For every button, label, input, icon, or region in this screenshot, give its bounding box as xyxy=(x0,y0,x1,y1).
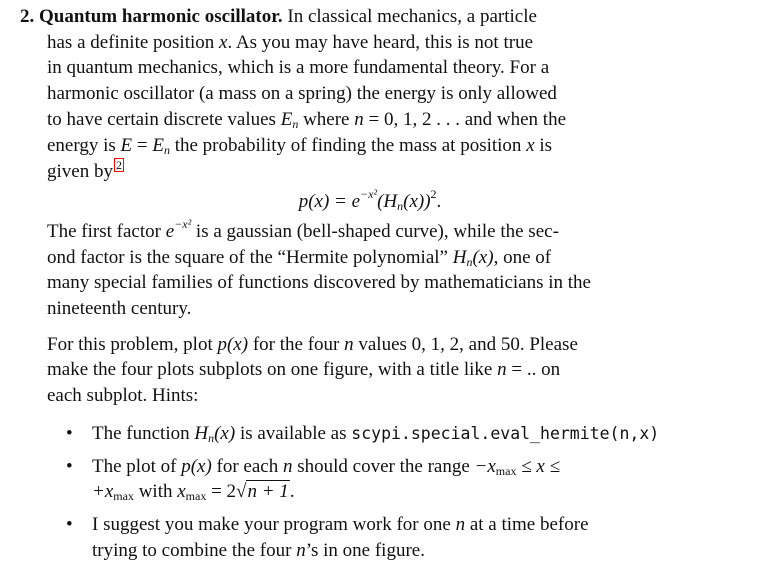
bullet-icon: • xyxy=(66,513,73,535)
probability-equation: $p(x) = e^{-x^2}(H_n(x))^2$. xyxy=(298,186,442,213)
bullet-icon: • xyxy=(66,422,73,444)
list-item: • The plot of p(x) for each n should cover the range $-x_{max} \le x$ ≤ $+x_{max}$ with $x_{max} = 2√n + 1$. xyxy=(66,455,561,504)
sqrt-sign: √ xyxy=(236,481,247,503)
list-item: • The function $H_n(x)$ is available as scypi.special.eval_hermite(n,x) xyxy=(66,422,660,445)
paragraph-gaussian: The first factor $e^{-x^2}$ is a gaussian (bell-shaped curve), while the sec- ond factor is the square of the “Hermite polynomial” $H_n(x)$, one of many special families of functions discovered by mathematicians in the nineteenth century. xyxy=(47,216,591,320)
hints-list xyxy=(20,421,720,564)
footnote-link[interactable]: 2 xyxy=(115,158,122,173)
problem-title: Quantum harmonic oscillator. xyxy=(39,6,283,27)
bullet-icon: • xyxy=(66,455,73,477)
list-item: • I suggest you make your program work for one n at a time before trying to combine the four n’s in one figure. xyxy=(66,513,589,561)
code-eval-hermite: scypi.special.eval_hermite(n,x) xyxy=(351,423,660,443)
paragraph-task: For this problem, plot p(x) for the four n values 0, 1, 2, and 50. Please make the four plots subplots on one figure, with a title like n = .. on each subplot. Hints: xyxy=(47,333,578,407)
problem-2 xyxy=(20,4,720,570)
paragraph-intro: 2. Quantum harmonic oscillator. In classical mechanics, a particle has a definite position x. As you may have heard, this is not true in quantum mechanics, which is a more fundamental theory. For a harmonic oscillator (a mass on a spring) the energy is only allowed to have certain discrete values $E_n$ where n = 0, 1, 2 . . . and when the energy is $E = E_n$ the probability of finding the mass at position x is given by 2 xyxy=(20,6,566,183)
problem-number: 2. xyxy=(20,6,35,27)
